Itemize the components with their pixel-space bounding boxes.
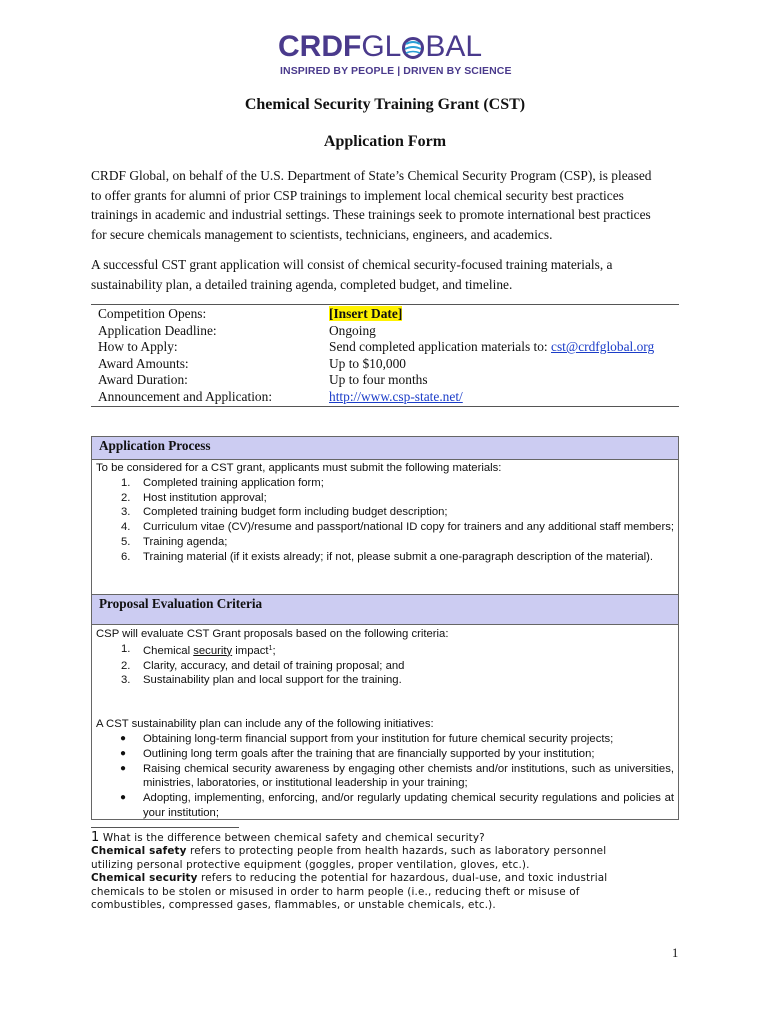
list-item: ● Raising chemical security awareness by engaging other chemists and/or institutions, such as universities, ministries, laboratories, or institutional leadership in your training; — [120, 762, 674, 790]
list-item: 2. Clarity, accuracy, and detail of training proposal; and — [121, 659, 405, 672]
intro-paragraph: CRDF Global, on behalf of the U.S. Department of State’s Chemical Security Program (CSP), is pleased to offer grants for alumni of prior CSP trainings to implement local chemical security best practices trainings in academic and industrial settings. These trainings seek to promote international best practices for secure chemicals management to scientists, technicians, engineers, and academics. — [91, 168, 652, 242]
list-item: ● Adopting, implementing, enforcing, and/or regularly updating chemical security regulations and policies at your institution; — [120, 792, 674, 819]
info-table-top-rule — [91, 304, 679, 305]
crdf-global-logo — [278, 30, 512, 80]
info-value-how: Send completed application materials to: cst@crdfglobal.org — [329, 339, 655, 355]
info-value-amounts: Up to $10,000 — [329, 355, 406, 371]
info-label-duration: Award Duration: — [98, 372, 188, 388]
info-table-bottom-rule — [91, 406, 679, 407]
security-term: security — [193, 644, 233, 657]
info-value-opens[interactable]: [Insert Date] — [329, 306, 403, 321]
info-label-opens: Competition Opens: — [98, 306, 207, 321]
website-link[interactable]: http://www.csp-state.net/ — [329, 389, 463, 404]
application-process-body: To be considered for a CST grant, applicants must submit the following materials: 1. Completed training application form; 2. Host institution approval; 3. Completed training budget form including budget description; 4. Curriculum vitae (CV)/resume and passport/national ID copy for trainers and any additional staff members; 5. Training agenda; 6. Training material (if it exists already; if not, please submit a one-paragraph description of the material). — [96, 462, 674, 563]
globe-icon — [402, 33, 424, 55]
list-item: 1. Completed training application form; — [121, 476, 324, 489]
logo-tagline: INSPIRED BY PEOPLE | DRIVEN BY SCIENCE — [280, 65, 512, 77]
email-link[interactable]: cst@crdfglobal.org — [551, 339, 655, 355]
footnote-separator — [91, 827, 239, 828]
info-label-announcement: Announcement and Application: — [98, 389, 273, 404]
list-item: 5. Training agenda; — [121, 535, 228, 548]
list-item: 2. Host institution approval; — [121, 491, 267, 504]
list-item: ● Obtaining long-term financial support from your institution for future chemical security projects; — [120, 732, 614, 745]
info-label-amounts: Award Amounts: — [98, 355, 189, 371]
info-value-announcement — [329, 389, 463, 406]
document-title: Chemical Security Training Grant (CST) — [244, 96, 526, 113]
list-item: 6. Training material (if it exists already; if not, please submit a one-paragraph description of the material). — [121, 550, 654, 563]
evaluation-criteria-body: CSP will evaluate CST Grant proposals based on the following criteria: 1. Chemical security impact$^1$; 2. Clarity, accuracy, and detail of training proposal; and 3. Sustainability plan and local support for the training. A CST sustainability plan can include any of the following initiatives: ● Obtaining long-term financial support from your institution for future chemical security projects; ● Outlining long term goals after the training that are financially supported by your institution; ● Raising chemical security awareness by engaging other chemists and/or institutions, such as universities, ministries, laboratories, or institutional leadership in your training; ● Adopting, implementing, enforcing, and/or regularly updating chemical security regulations and policies at your institution; — [96, 628, 674, 819]
list-item: 3. Completed training budget form including budget description; — [121, 506, 448, 519]
application-process-header: Application Process — [91, 436, 679, 460]
logo-wordmark: CRDFGL BAL — [278, 30, 483, 63]
footnote-ref[interactable]: 1 — [268, 644, 273, 652]
footnote: 1 What is the difference between chemical safety and chemical security? Chemical safety refers to protecting people from health hazards, such as laboratory personnel utilizing personal protective equipment (goggles, proper ventilation, gloves, etc.). Chemical security refers to reducing the potential for hazardous, dual-use, and toxic industrial chemicals to be stolen or misused in order to harm people (i.e., reducing theft or misuse of combustibles, compressed gases, flammables, or unstable chemicals, etc.). — [91, 830, 608, 912]
list-item: 3. Sustainability plan and local support for the training. — [121, 674, 402, 687]
info-value-deadline: Ongoing — [329, 322, 376, 338]
evaluation-criteria-header: Proposal Evaluation Criteria — [91, 594, 679, 625]
list-item: ● Outlining long term goals after the training that are financially supported by your institution; — [120, 747, 595, 760]
document-subtitle: Application Form — [323, 133, 447, 150]
success-paragraph: A successful CST grant application will consist of chemical security-focused training materials, a sustainability plan, a detailed training agenda, completed budget, and timeline. — [91, 257, 613, 292]
info-label-deadline: Application Deadline: — [98, 322, 217, 338]
list-item: 4. Curriculum vitae (CV)/resume and passport/national ID copy for trainers and any additional staff members; — [121, 521, 674, 534]
info-label-how: How to Apply: — [98, 339, 178, 355]
info-value-duration: Up to four months — [329, 372, 428, 388]
list-item: 1. Chemical security impact$^1$; — [121, 642, 276, 657]
page-number: 1 — [672, 946, 679, 960]
